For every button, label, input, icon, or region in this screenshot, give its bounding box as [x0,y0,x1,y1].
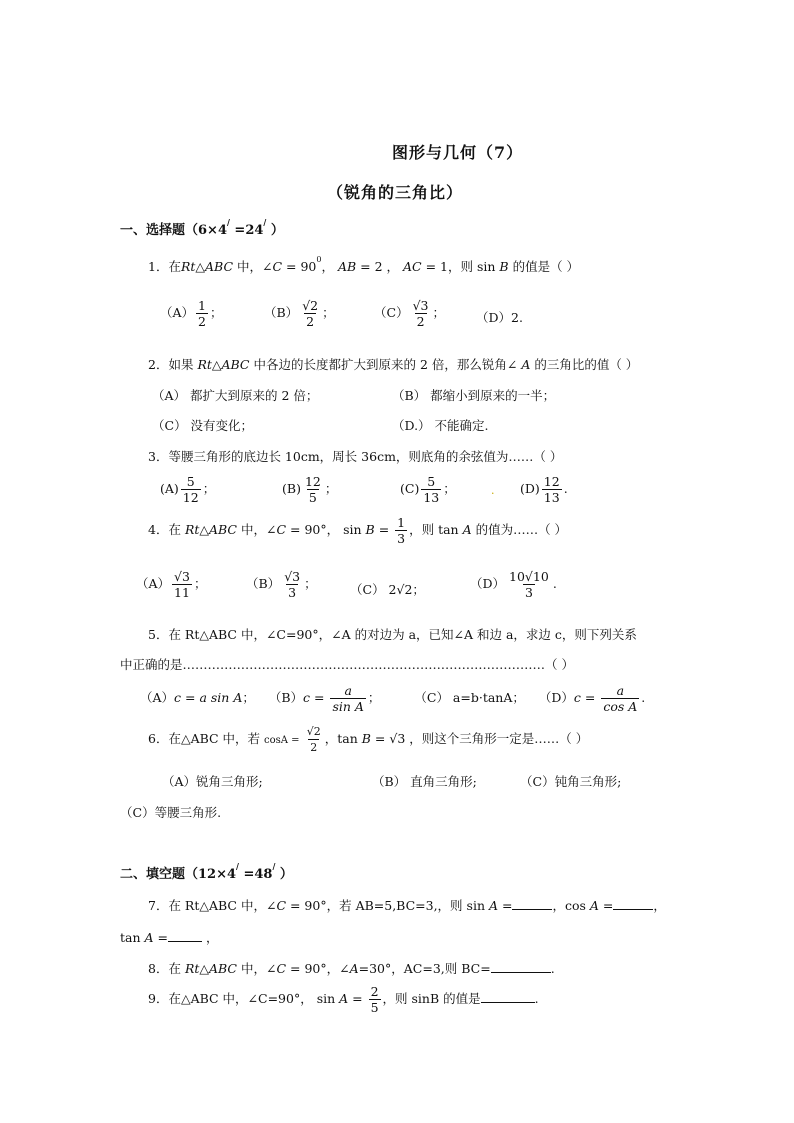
stray-dot: . [491,484,495,497]
numerator: a [344,683,352,698]
text: ； [443,481,456,496]
text: = √3 ，则这个三角形一定是……（ ） [370,731,589,746]
denominator: 13 [423,490,440,505]
question-6-option-a[interactable]: （A）锐角三角形; [162,774,263,789]
text: ； [432,305,446,320]
text: 的三角比的值（ ） [530,357,639,372]
text: = 1，则 sin [421,259,500,274]
fraction [601,683,639,714]
answer-blank[interactable] [512,898,552,910]
text: cosA = [264,735,303,746]
fraction [421,474,441,505]
text: ， [653,898,666,913]
option-label: (A) [160,481,179,496]
text: C [272,259,283,274]
question-2-stem [148,355,638,373]
text: ，cos [552,898,590,913]
fraction [196,298,208,329]
question-4-option-d[interactable] [470,569,557,600]
option-label: （C） [374,305,409,320]
answer-blank[interactable] [168,930,202,942]
degree-superscript: 0 [316,255,322,264]
question-4-option-a[interactable] [136,569,206,600]
text: ，则 sinB 的值是 [382,991,481,1006]
question-3-option-a[interactable] [160,474,215,505]
text: C [276,898,287,913]
question-8-stem [148,959,555,977]
text: = [348,991,367,1006]
question-9-stem [148,984,539,1015]
numerator: 1 [397,515,406,530]
question-1-option-c[interactable] [374,298,445,329]
question-3-option-c[interactable] [400,474,456,505]
text: A [349,961,359,976]
prime-mark: / [272,861,276,871]
text: = 90°， sin [286,522,366,537]
denominator: 2 [310,741,318,754]
text: ，则 tan [409,522,463,537]
numerator: 2 [370,984,379,999]
text: c = [303,690,329,705]
text: c = [573,690,600,705]
numerator: 12 [543,474,560,489]
text: △ [195,259,206,274]
fraction [172,569,192,600]
text: AB [337,259,357,274]
text: =30°，AC=3,则 BC= [358,961,491,976]
fraction [303,474,323,505]
option-label: （A） [136,576,171,591]
question-5-stem-line1: 5．在 Rt△ABC 中，∠C=90°，∠A 的对边为 a，已知∠A 和边 a，求边 c，则下列关系 [148,627,637,642]
text: ； [209,305,223,320]
text: = [153,930,168,945]
denominator: 11 [174,585,190,600]
answer-blank[interactable] [491,961,551,973]
denominator: 12 [182,490,199,505]
text: = 90 [282,259,317,274]
question-3-option-b[interactable] [282,474,337,505]
text: = 90°，∠ [286,961,350,976]
fraction [300,298,320,329]
denominator: 5 [308,490,317,505]
text: Rt△ABC [197,357,250,372]
question-2-option-a[interactable]: （A） 都扩大到原来的 2 倍； [152,388,319,403]
option-label: (B) [282,481,301,496]
option-label: （A） [140,690,175,705]
text: ； [193,576,207,591]
text: ABC [205,259,234,274]
text: B [361,731,371,746]
numerator: √2 [306,725,321,738]
text: 1．在 [148,259,181,274]
text: 中各边的长度都扩大到原来的 2 倍，那么锐角∠ [249,357,522,372]
question-5-option-b[interactable] [268,683,381,714]
option-label: （D） [538,690,574,705]
option-label: （B） [268,690,304,705]
numerator: √3 [284,569,301,584]
option-label: （A） [160,305,195,320]
numerator: 10√10 [509,569,549,584]
question-1-option-b[interactable] [264,298,335,329]
text: . [552,576,557,591]
denominator: 2 [416,314,425,329]
denominator: 2 [198,314,206,329]
question-4-option-c[interactable]: （C） 2√2； [350,582,425,597]
numerator: 5 [427,474,436,489]
question-5-option-d[interactable] [538,683,646,714]
question-5-stem-line2: 中正确的是……………………………………………………………………………（ ） [120,657,574,672]
text: ； [242,690,255,705]
text: tan [120,930,145,945]
question-6-option-c[interactable]: （C）钝角三角形; [520,774,622,789]
question-1-stem [148,257,579,275]
question-6-option-b[interactable]: （B） 直角三角形; [372,774,477,789]
question-6-option-d[interactable]: （C）等腰三角形. [120,805,222,820]
text: A [589,898,599,913]
fraction [411,298,431,329]
denominator: 3 [524,585,533,600]
numerator: √3 [174,569,190,584]
section-heading-fill [120,863,293,882]
text: Rt [180,259,196,274]
text: ； [367,690,381,705]
text: . [641,690,646,705]
text: Rt△ABC [184,961,237,976]
text: = 90°，若 AB=5,BC=3,，则 sin [286,898,489,913]
fraction [181,474,201,505]
text: A [462,522,472,537]
prime-mark: / [263,217,267,227]
fraction [507,569,551,600]
option-label: (D) [520,481,540,496]
text: ； [304,576,317,591]
numerator: √2 [302,298,319,313]
question-6-stem [148,724,588,755]
denominator: 2 [306,314,315,329]
question-1-option-d[interactable]: （D）2. [476,310,523,325]
fraction [542,474,562,505]
text: A [144,930,154,945]
question-2-option-d[interactable]: （D.） 不能确定. [392,418,489,433]
question-5-option-c[interactable]: （C） a=b·tanA； [414,690,525,705]
section-heading-text: ） [275,867,293,882]
text: B [499,259,509,274]
page-subtitle: （锐角的三角比） [327,183,464,202]
text: 7．在 Rt△ABC 中，∠ [148,898,277,913]
text: 中，∠ [233,259,273,274]
numerator: 1 [198,298,206,313]
section-heading-text: 二、填空题（12×4 [120,867,237,882]
text: ，tan [324,731,362,746]
text: 的值为……（ ） [471,522,568,537]
prime-mark: / [226,217,230,227]
text: ， [321,259,338,274]
fraction [305,724,323,755]
numerator: √3 [412,298,429,313]
text: . [534,991,539,1006]
section-heading-text: 一、选择题（6×4 [120,223,227,238]
numerator: 5 [186,474,195,489]
fraction [395,515,407,546]
text: 的值是（ ） [508,259,580,274]
text: AC [403,259,422,274]
denominator: sin A [332,699,364,714]
section-heading-text: =48 [238,867,273,882]
question-1-option-a[interactable] [160,298,223,329]
fraction [282,569,302,600]
question-5-options [140,683,645,714]
text: ； [202,481,216,496]
text: Rt△ABC [184,522,237,537]
text: C [276,961,287,976]
text: 4．在 [148,522,185,537]
option-label: （B） [246,576,281,591]
question-7-stem [148,896,666,914]
denominator: 3 [397,531,406,546]
option-label: （B） [264,305,299,320]
denominator: 3 [288,585,297,600]
denominator: 5 [370,1000,379,1015]
numerator: a [616,683,625,698]
text: ； [324,481,338,496]
question-3-option-d[interactable] [520,474,568,505]
text: ； [322,305,335,320]
text: A [521,357,531,372]
text: 6．在△ABC 中，若 [148,731,265,746]
text: = 2 ， [356,259,404,274]
answer-blank[interactable] [613,898,653,910]
text: 2．如果 [148,357,198,372]
question-5-option-a[interactable] [140,690,255,705]
text: 9．在△ABC 中，∠C=90°， sin [148,991,340,1006]
text: 中，∠ [237,961,277,976]
fraction [369,984,381,1015]
section-heading-text: ） [266,223,284,238]
question-7-line2 [120,928,218,946]
text: B [365,522,375,537]
denominator: cos A [603,699,638,714]
text: A [339,991,349,1006]
text: . [563,481,568,496]
question-4-option-b[interactable] [246,569,317,600]
text: . [550,961,555,976]
denominator: 13 [543,490,560,505]
question-4-stem [148,515,567,546]
option-label: （D） [470,576,506,591]
text: 8．在 [148,961,185,976]
question-2-option-c[interactable]: （C） 没有变化； [152,418,254,433]
text: 中，∠ [237,522,277,537]
prime-mark: / [236,861,239,871]
text: = [598,898,614,913]
text: ， [201,930,219,945]
section-heading-choice [120,219,284,238]
text: = [374,522,394,537]
text: = [498,898,513,913]
question-2-option-b[interactable]: （B） 都缩小到原来的一半； [392,388,556,403]
text: C [276,522,287,537]
numerator: 12 [304,474,321,489]
section-heading-text: =24 [229,223,264,238]
option-label: (C) [400,481,420,496]
text: c = a sin A [174,690,243,705]
text: A [488,898,499,913]
fraction [330,683,365,714]
answer-blank[interactable] [481,991,535,1003]
question-3-stem: 3．等腰三角形的底边长 10cm，周长 36cm，则底角的余弦值为……（ ） [148,449,563,464]
page-title: 图形与几何（7） [392,143,524,162]
